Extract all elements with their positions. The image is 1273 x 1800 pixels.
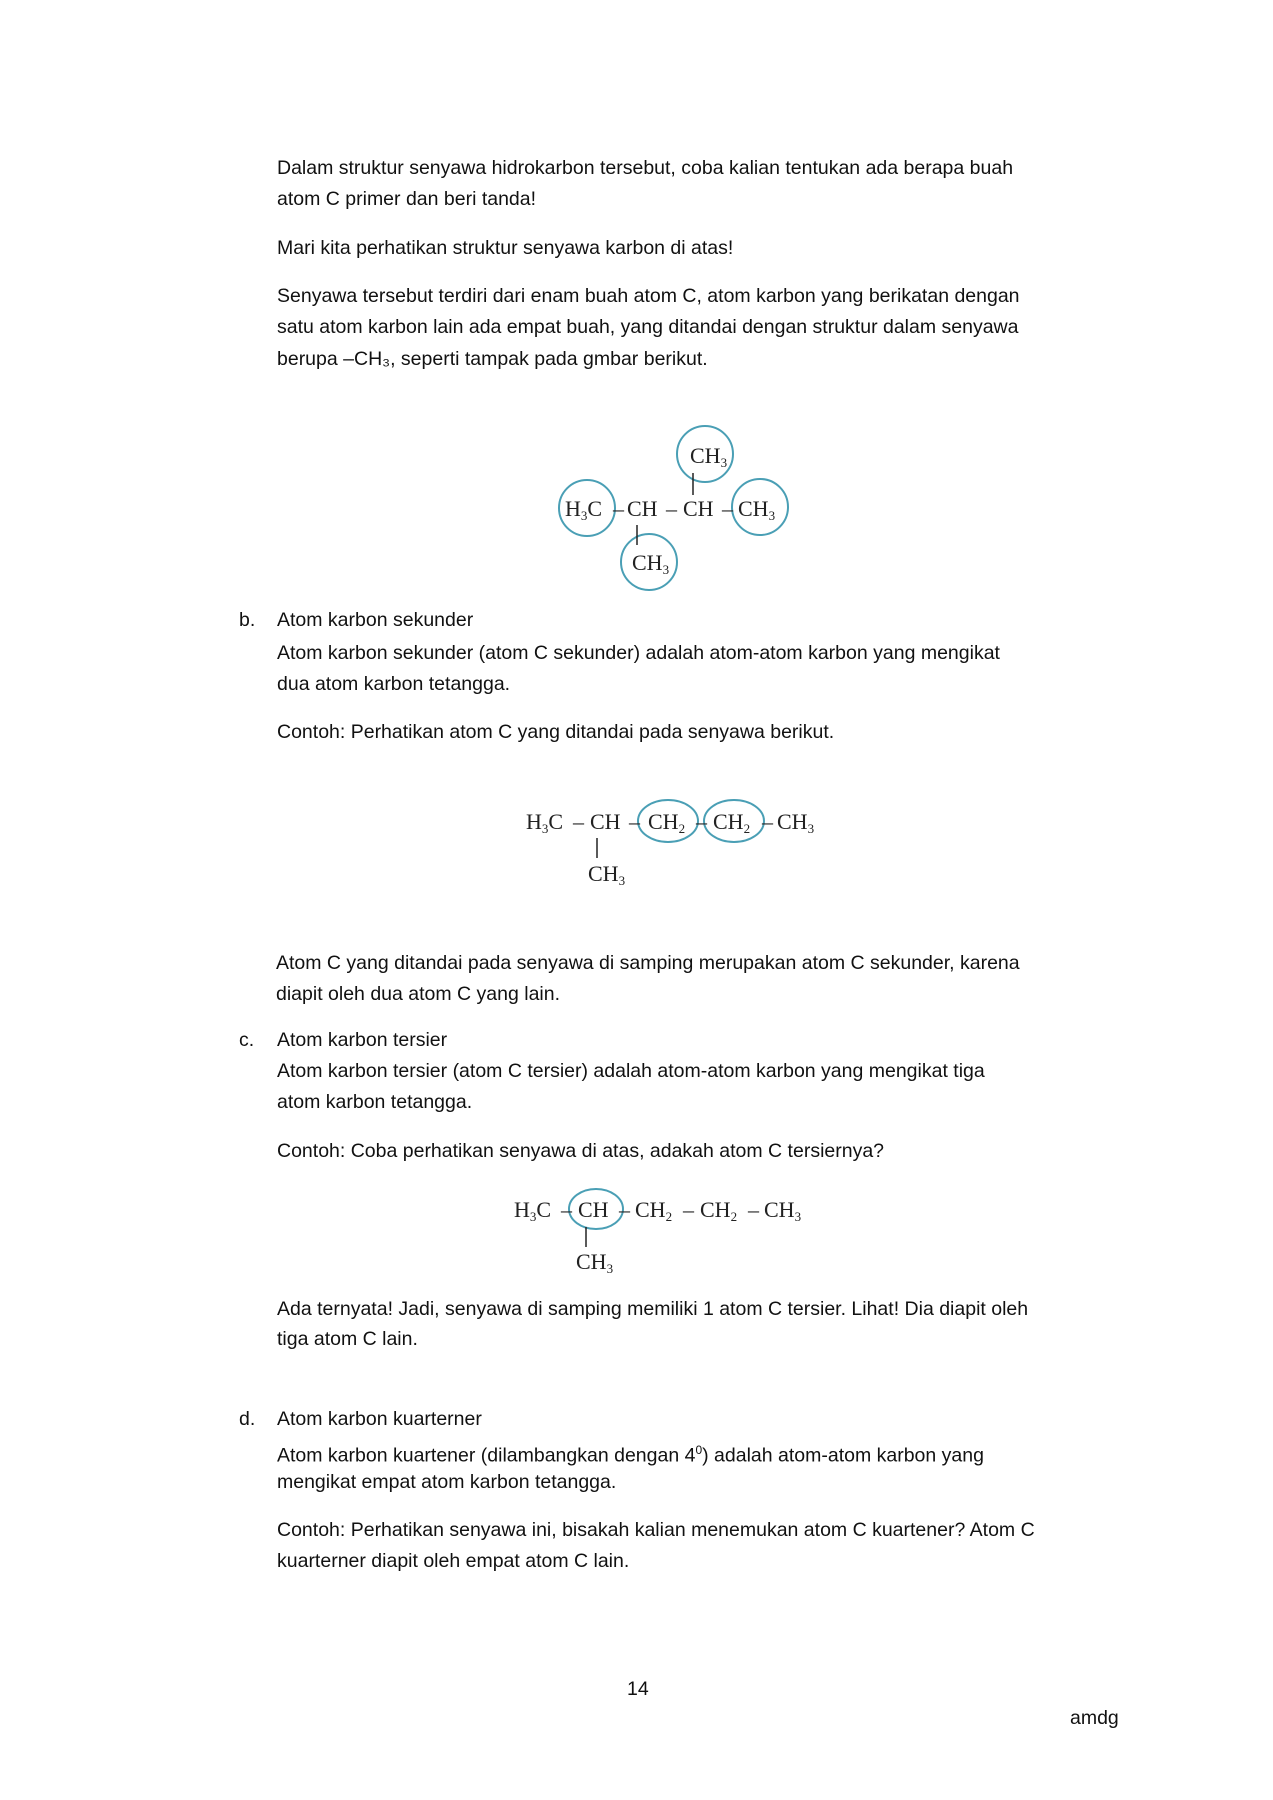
section-c-explain-1: Ada ternyata! Jadi, senyawa di samping memiliki 1 atom C tersier. Lihat! Dia diapit oleh	[277, 1298, 1029, 1320]
section-b-desc-1: Atom karbon sekunder (atom C sekunder) adalah atom-atom karbon yang mengikat	[277, 642, 1000, 664]
section-c-explain-2: tiga atom C lain.	[277, 1328, 418, 1350]
diagram-secondary-carbons	[526, 800, 814, 888]
section-d-example-1: Contoh: Perhatikan senyawa ini, bisakah kalian menemukan atom C kuartener? Atom C	[277, 1519, 1035, 1541]
section-c-title: Atom karbon tersier	[277, 1029, 448, 1051]
bond-dash: –	[696, 809, 707, 834]
section-b-marker: b.	[239, 609, 256, 631]
bond-dash: –	[629, 809, 640, 834]
group-ch3: CH3	[738, 496, 776, 523]
group-ch2: CH2	[700, 1197, 738, 1224]
bond-dash: –	[573, 809, 584, 834]
bond-dash: –	[722, 496, 733, 521]
diagram-primary-carbons	[559, 426, 788, 590]
group-ch3: CH3	[690, 443, 728, 470]
page-number: 14	[627, 1678, 649, 1700]
section-b-title: Atom karbon sekunder	[277, 609, 474, 631]
section-c-desc-2: atom karbon tetangga.	[277, 1091, 473, 1113]
footer-mark: amdg	[1070, 1707, 1119, 1729]
bond-dash: –	[683, 1197, 694, 1222]
bond-dash: –	[619, 1197, 630, 1222]
section-d-desc-2: mengikat empat atom karbon tetangga.	[277, 1471, 617, 1493]
intro-p2: Mari kita perhatikan struktur senyawa karbon di atas!	[277, 237, 734, 259]
section-c-desc-1: Atom karbon tersier (atom C tersier) adalah atom-atom karbon yang mengikat tiga	[277, 1060, 985, 1082]
group-ch3: CH3	[588, 861, 626, 888]
section-c-example: Contoh: Coba perhatikan senyawa di atas, adakah atom C tersiernya?	[277, 1140, 885, 1162]
intro-p1-line2: atom C primer dan beri tanda!	[277, 188, 537, 210]
group-ch: CH	[627, 496, 658, 521]
desc-text: ) adalah atom-atom karbon yang	[702, 1444, 984, 1467]
bond-dash: –	[748, 1197, 759, 1222]
group-ch2: CH2	[648, 809, 686, 836]
section-b-explain-1: Atom C yang ditandai pada senyawa di samping merupakan atom C sekunder, karena	[276, 952, 1020, 974]
section-c-marker: c.	[239, 1029, 255, 1051]
section-d-marker: d.	[239, 1408, 256, 1430]
group-h3c: H3C	[565, 496, 603, 523]
group-ch2: CH2	[713, 809, 751, 836]
group-ch3: CH3	[576, 1249, 614, 1276]
section-b-example: Contoh: Perhatikan atom C yang ditandai pada senyawa berikut.	[277, 721, 835, 743]
bond-dash: –	[666, 496, 677, 521]
group-ch3: CH3	[632, 550, 670, 577]
group-h3c: H3C	[514, 1197, 552, 1224]
section-d-title: Atom karbon kuarterner	[277, 1408, 482, 1430]
group-h3c: H3C	[526, 809, 564, 836]
group-ch: CH	[590, 809, 621, 834]
group-ch: CH	[578, 1197, 609, 1222]
group-ch3: CH3	[764, 1197, 802, 1224]
group-ch: CH	[683, 496, 714, 521]
desc-text: Atom karbon kuartener (dilambangkan dengan 4	[277, 1444, 696, 1467]
intro-p3-line3: berupa –CH₃, seperti tampak pada gmbar berikut.	[277, 348, 708, 370]
diagram-tertiary-carbon	[514, 1189, 801, 1276]
group-ch3: CH3	[777, 809, 815, 836]
intro-p3-line1: Senyawa tersebut terdiri dari enam buah atom C, atom karbon yang berikatan dengan	[277, 285, 1020, 307]
bond-dash: –	[561, 1197, 572, 1222]
intro-p1-line1: Dalam struktur senyawa hidrokarbon tersebut, coba kalian tentukan ada berapa buah	[277, 157, 1014, 179]
bond-dash: –	[762, 809, 773, 834]
bond-dash: –	[613, 496, 624, 521]
section-d-example-2: kuarterner diapit oleh empat atom C lain.	[277, 1550, 630, 1572]
section-b-desc-2: dua atom karbon tetangga.	[277, 673, 511, 695]
intro-p3-line2: satu atom karbon lain ada empat buah, yang ditandai dengan struktur dalam senyawa	[277, 316, 1019, 338]
superscript: 0	[695, 1443, 703, 1457]
group-ch2: CH2	[635, 1197, 673, 1224]
section-b-explain-2: diapit oleh dua atom C yang lain.	[276, 983, 561, 1005]
